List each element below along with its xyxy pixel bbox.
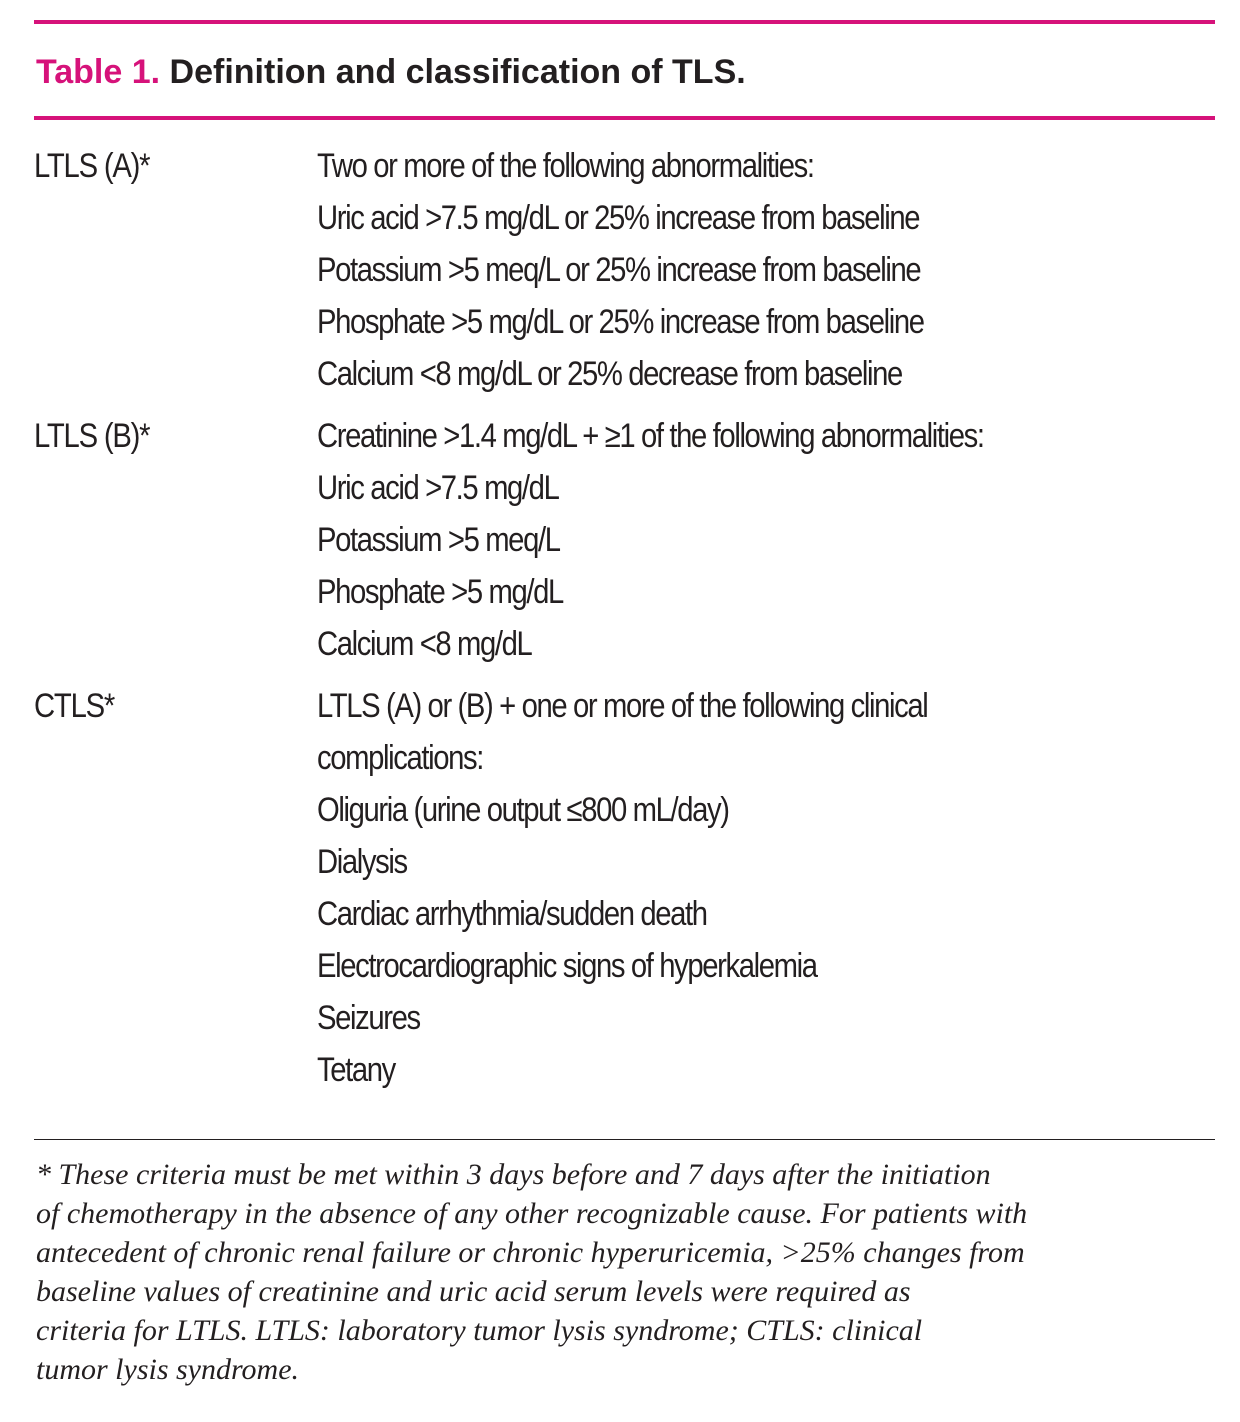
definition-line: LTLS (A) or (B) + one or more of the following clinical [317,687,928,725]
definition-line: complications: [317,739,484,777]
definition-line: Uric acid >7.5 mg/dL or 25% increase from baseline [317,199,920,237]
definition-line: Oliguria (urine output ≤800 mL/day) [317,791,729,829]
row-term: LTLS (A)* [34,147,150,185]
table-footnote [36,1155,1211,1389]
definition-line: Calcium <8 mg/dL or 25% decrease from baseline [317,355,902,393]
definition-line: Uric acid >7.5 mg/dL [317,469,559,507]
definition-line: Two or more of the following abnormalities: [317,147,814,185]
table-caption [36,50,746,94]
footnote-line: tumor lysis syndrome. [36,1353,300,1386]
table-title: Definition and classification of TLS. [169,53,746,91]
footnote-line: antecedent of chronic renal failure or chronic hyperuricemia, >25% changes from [36,1236,1025,1269]
row-term: LTLS (B)* [34,417,150,455]
footnote-line: baseline values of creatinine and uric acid serum levels were required as [36,1275,911,1308]
row-definition [317,140,1215,400]
definition-line: Phosphate >5 mg/dL [317,573,563,611]
definition-line: Dialysis [317,843,407,881]
definition-line: Potassium >5 meq/L [317,521,560,559]
row-definition [317,680,1215,1096]
footnote-rule [34,1139,1215,1140]
top-rule [34,20,1215,24]
table-row-ctls [34,680,1215,1096]
footnote-line: of chemotherapy in the absence of any other recognizable cause. For patients with [36,1197,1028,1230]
table-label: Table 1. [36,53,161,91]
footnote-line: criteria for LTLS. LTLS: laboratory tumor lysis syndrome; CTLS: clinical [36,1314,923,1347]
definition-line: Seizures [317,999,420,1037]
definition-line: Phosphate >5 mg/dL or 25% increase from baseline [317,303,924,341]
header-rule [34,116,1215,120]
definition-line: Potassium >5 meq/L or 25% increase from baseline [317,251,921,289]
definition-line: Calcium <8 mg/dL [317,625,532,663]
definition-line: Creatinine >1.4 mg/dL + ≥1 of the following abnormalities: [317,417,984,455]
definition-line: Electrocardiographic signs of hyperkalemia [317,947,817,985]
definition-line: Tetany [317,1051,395,1089]
table-row-ltls-a [34,140,1215,400]
row-term: CTLS* [34,687,115,725]
footnote-line: * These criteria must be met within 3 days before and 7 days after the initiation [36,1158,991,1191]
definition-line: Cardiac arrhythmia/sudden death [317,895,707,933]
table-row-ltls-b [34,410,1215,670]
table-body [34,140,1215,1106]
row-definition [317,410,1215,670]
